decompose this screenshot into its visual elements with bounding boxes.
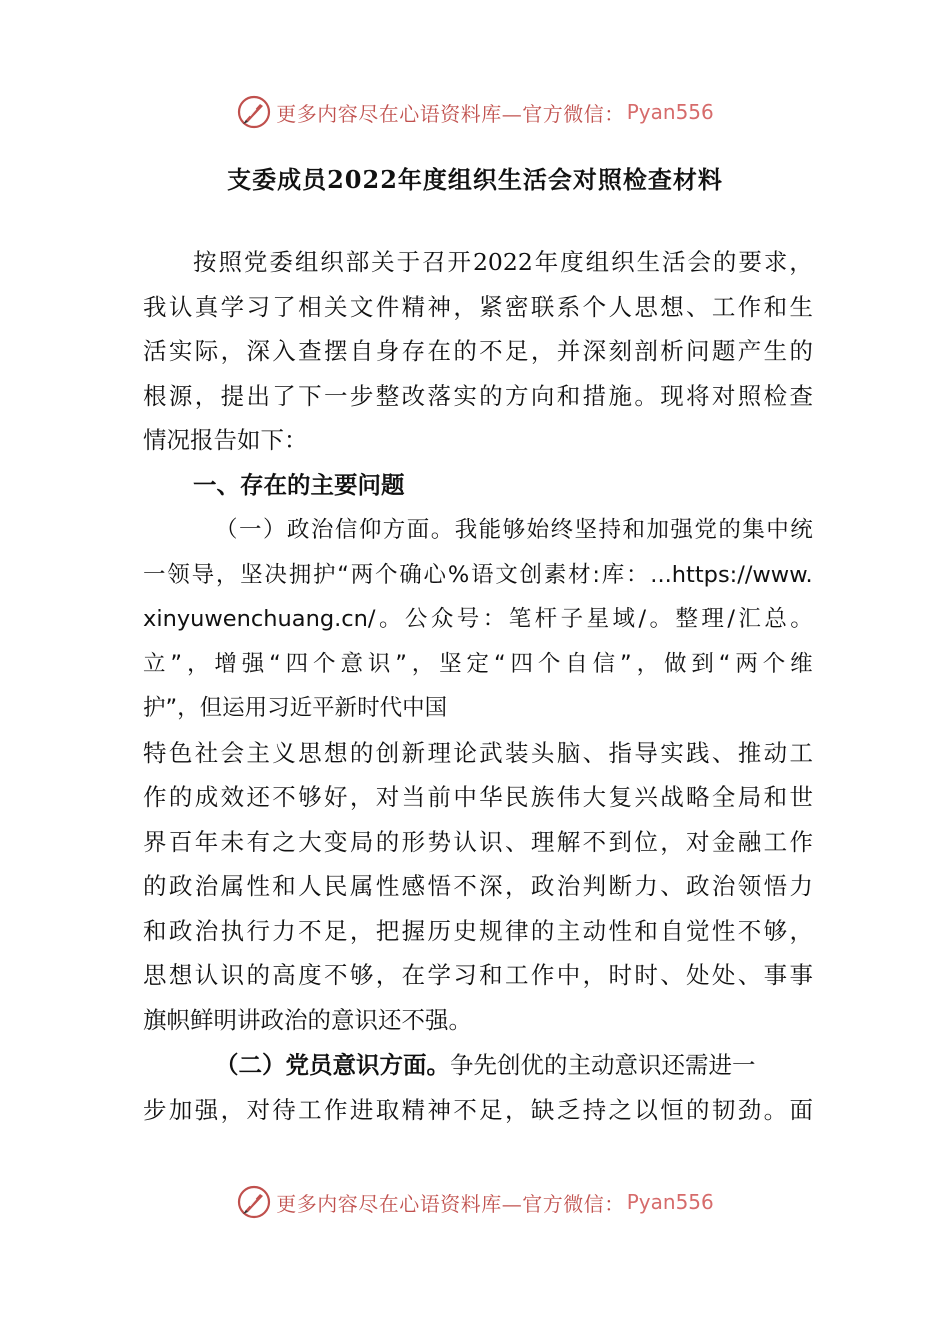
intro-line: 根 源 ， 提 出 了 下 一 步 整 改 落 实 的 方 向 和 措 施 。 现 将 对 照 检 查 [143, 382, 813, 410]
quill-pen-logo-icon [236, 94, 272, 130]
section-heading: 一、存在的主要问题 [193, 471, 405, 499]
item1-line: xinyuwenchuang.cn/ 。 公 众 号 ： 笔 杆 子 星 域 / 。 整 理 / 汇 总 。 [143, 606, 813, 632]
item1-body-line: 的 政 治 属 性 和 人 民 属 性 感 悟 不 深 ， 政 治 判 断 力 、 政 治 领 悟 力 [143, 872, 813, 900]
banner-text: 更多内容尽在心语资料库—官方微信： [276, 101, 625, 126]
item1-line: 立 ” ， 增 强 “ 四 个 意 识 ” ， 坚 定 “ 四 个 自 信 ” ， 做 到 “ 两 个 维 [143, 651, 813, 677]
item1-line: （ 一 ） 政 治 信 仰 方 面 。 我 能 够 始 终 坚 持 和 加 强 党 的 集 中 统 [215, 517, 813, 543]
banner-wechat-id: Pyan556 [626, 1190, 714, 1214]
item2-first-line [215, 1043, 813, 1087]
item1-body-line: 特 色 社 会 主 义 思 想 的 创 新 理 论 武 装 头 脑 、 指 导 实 践 、 推 动 工 [143, 739, 813, 767]
intro-line: 按 照 党 委 组 织 部 关 于 召 开 2022 年 度 组 织 生 活 会 的 要 求 ， [193, 248, 813, 276]
item1-body-line: 界 百 年 未 有 之 大 变 局 的 形 势 认 识 、 理 解 不 到 位 ， 对 金 融 工 作 [143, 828, 813, 856]
intro-line: 活 实 际 ， 深 入 查 摆 自 身 存 在 的 不 足 ， 并 深 刻 剖 析 问 题 产 生 的 [143, 337, 813, 365]
item2-first-text: 争先创优的主动意识还需进一 [450, 1051, 756, 1079]
banner-text: 更多内容尽在心语资料库—官方微信： [276, 1191, 625, 1216]
footer-banner [0, 1182, 950, 1222]
item1-body-line: 作 的 成 效 还 不 够 好 ， 对 当 前 中 华 民 族 伟 大 复 兴 战 略 全 局 和 世 [143, 783, 813, 811]
item1-body-line: 和 政 治 执 行 力 不 足 ， 把 握 历 史 规 律 的 主 动 性 和 自 觉 性 不 够 ， [143, 917, 813, 945]
item1-line: 护”，但运用习近平新时代中国 [143, 695, 448, 721]
intro-line: 我 认 真 学 习 了 相 关 文 件 精 神 ， 紧 密 联 系 个 人 思 想 、 工 作 和 生 [143, 293, 813, 321]
item2-label: （二）党员意识方面。 [215, 1051, 450, 1079]
banner-wechat-id: Pyan556 [626, 100, 714, 124]
header-banner [0, 92, 950, 132]
intro-line: 情况报告如下： [143, 426, 308, 454]
quill-pen-logo-icon [236, 1184, 272, 1220]
item1-line: 一 领 导 ， 坚 决 拥 护 “ 两 个 确 心 % 语 文 创 素 材 : 库 ： ...https://www. [143, 562, 813, 588]
item2-body-line: 步 加 强 ， 对 待 工 作 进 取 精 神 不 足 ， 缺 乏 持 之 以 恒 的 韧 劲 。 面 [143, 1096, 813, 1124]
document-title: 支委成员2022年度组织生活会对照检查材料 [227, 165, 723, 194]
item1-body-line: 思 想 认 识 的 高 度 不 够 ， 在 学 习 和 工 作 中 ， 时 时 、 处 处 、 事 事 [143, 961, 813, 989]
item1-body-line: 旗帜鲜明讲政治的意识还不强。 [143, 1006, 472, 1034]
